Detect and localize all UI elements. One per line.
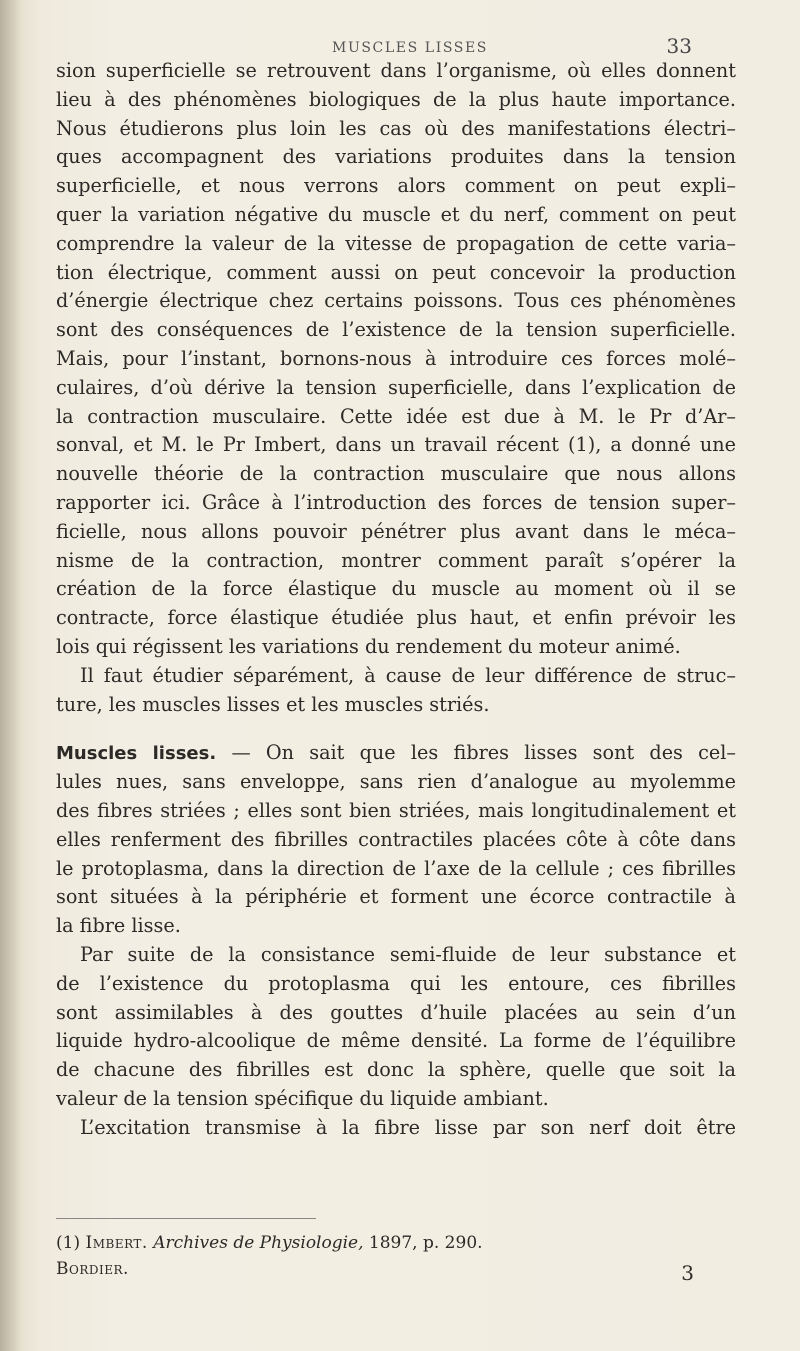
text-line: le protoplasma, dans la direction de l’axe de la cellule ; ces fibrilles [56,856,736,880]
text-line: de chacune des fibrilles est donc la sphère, quelle que soit la [56,1058,736,1082]
running-head: MUSCLES LISSES [332,40,488,56]
section-first-line-text: — On sait que les fibres lisses sont des cel– [216,741,736,765]
text-line: sont situées à la périphérie et forment une écorce contractile à [56,885,736,909]
text-line: liquide hydro-alcoolique de même densité. La forme de l’équilibre [56,1029,736,1053]
text-line: Nous étudierons plus loin les cas où des manifestations électri– [56,116,736,140]
text-line: Par suite de la consistance semi-fluide de leur substance et [80,942,736,966]
footnote-title: Archives de Physiologie, [153,1233,364,1253]
text-line: ficielle, nous allons pouvoir pénétrer plus avant dans le méca– [56,519,736,543]
body-text [56,57,736,1142]
text-line: sont assimilables à des gouttes d’huile placées au sein d’un [56,1000,736,1024]
text-line: la contraction musculaire. Cette idée est due à M. le Pr d’Ar– [56,404,736,428]
text-line: culaires, d’où dérive la tension superficielle, dans l’explication de [56,375,736,399]
text-line: ture, les muscles lisses et les muscles striés. [56,692,490,716]
text-line: ques accompagnent des variations produites dans la tension [56,145,736,169]
section-first-line [56,739,736,768]
text-line: nisme de la contraction, montrer comment paraît s’opérer la [56,548,736,572]
signature-number: 3 [681,1261,694,1285]
text-line: quer la variation négative du muscle et du nerf, comment on peut [56,202,736,226]
footnote [56,1230,696,1256]
text-line: sonval, et M. le Pr Imbert, dans un travail récent (1), a donné une [56,433,736,457]
text-line: lois qui régissent les variations du rendement du moteur animé. [56,634,681,658]
text-line: Il faut étudier séparément, à cause de leur différence de struc– [80,663,736,687]
signature-name: Bordier. [56,1259,129,1279]
text-line: superficielle, et nous verrons alors comment on peut expli– [56,174,736,198]
text-line: d’énergie électrique chez certains poissons. Tous ces phénomènes [56,289,736,313]
footnote-rule [56,1218,316,1219]
text-line: nouvelle théorie de la contraction musculaire que nous allons [56,462,736,486]
text-line: sont des conséquences de l’existence de la tension superficielle. [56,318,736,342]
text-line: comprendre la valeur de la vitesse de propagation de cette varia– [56,231,736,255]
footnote-author: Imbert. [85,1233,148,1253]
text-line: Mais, pour l’instant, bornons-nous à introduire ces forces molé– [56,346,736,370]
text-line: lules nues, sans enveloppe, sans rien d’analogue au myolemme [56,770,736,794]
text-line: rapporter ici. Grâce à l’introduction des forces de tension super– [56,490,736,514]
footnote-marker: (1) [56,1233,81,1253]
text-line: elles renferment des fibrilles contractiles placées côte à côte dans [56,827,736,851]
footnote-detail: 1897, p. 290. [368,1233,483,1253]
text-line: des fibres striées ; elles sont bien striées, mais longitudinalement et [56,798,736,822]
text-line: L’excitation transmise à la fibre lisse par son nerf doit être [80,1115,736,1139]
gutter-shadow [0,0,22,1351]
text-line: contracte, force élastique étudiée plus haut, et enfin prévoir les [56,606,736,630]
text-line: de l’existence du protoplasma qui les entoure, ces fibrilles [56,971,736,995]
section-title: Muscles lisses. [56,743,217,765]
text-line: création de la force élastique du muscle au moment où il se [56,577,736,601]
text-line: sion superficielle se retrouvent dans l’organisme, où elles donnent [56,59,736,82]
text-line: tion électrique, comment aussi on peut concevoir la production [56,260,736,284]
text-line: valeur de la tension spécifique du liquide ambiant. [56,1086,549,1110]
page-number: 33 [666,34,692,58]
text-line: la fibre lisse. [56,914,181,938]
printer-signature [56,1256,694,1285]
text-line: lieu à des phénomènes biologiques de la plus haute importance. [56,87,736,111]
